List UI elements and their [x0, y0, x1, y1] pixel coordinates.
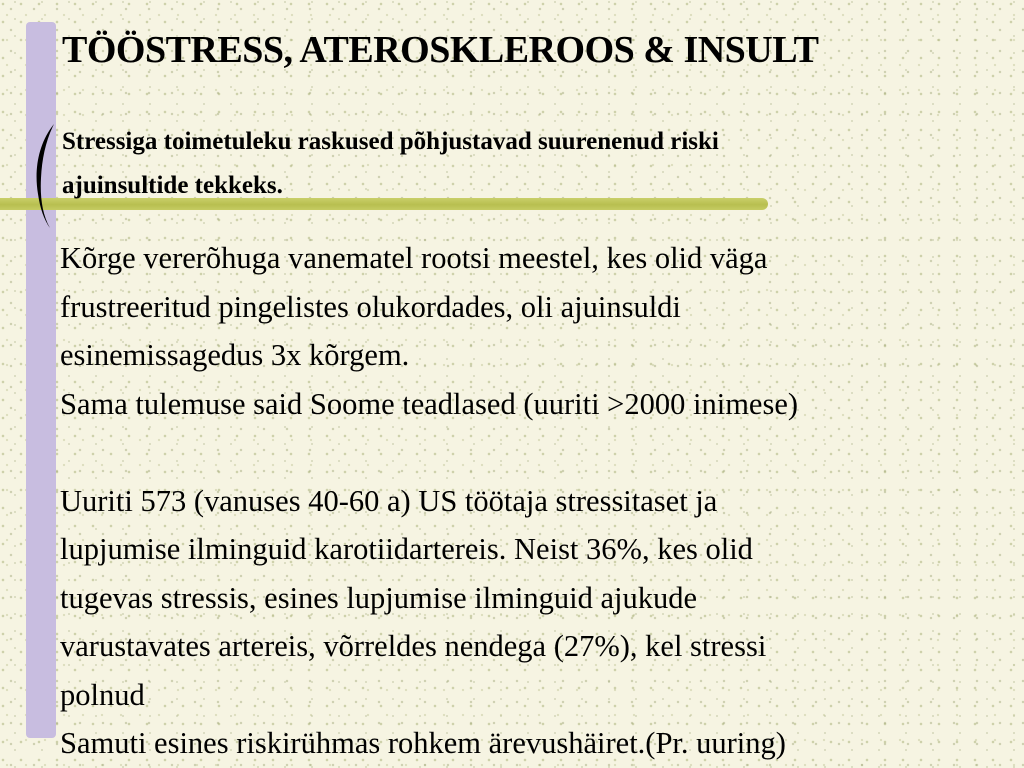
paragraph-spacer [60, 428, 1022, 477]
bracket-icon [28, 122, 62, 230]
body-line: varustavates artereis, võrreldes nendega (27%), kel stressi [60, 629, 767, 663]
slide-title: TÖÖSTRESS, ATEROSKLEROOS & INSULT [62, 29, 819, 71]
slide-subtitle [62, 120, 982, 208]
slide-body [60, 234, 1022, 768]
body-line: lupjumise ilminguid karotiidartereis. Neist 36%, kes olid [60, 532, 753, 566]
body-line: Uuriti 573 (vanuses 40-60 a) US töötaja stressitaset ja [60, 483, 718, 518]
body-line: Kõrge vererõhuga vanematel rootsi meestel, kes olid väga [60, 241, 768, 275]
body-line: Samuti esines riskirühmas rohkem ärevushäiret.(Pr. uuring) [60, 726, 786, 760]
body-line: frustreeritud pingelistes olukordades, oli ajuinsuldi [60, 289, 681, 324]
body-line: tugevas stressis, esines lupjumise ilminguid ajukude [60, 580, 698, 615]
body-line: polnud [60, 677, 145, 712]
subtitle-line: ajuinsultide tekkeks. [62, 172, 283, 199]
body-line: Sama tulemuse said Soome teadlased (uuriti >2000 inimese) [60, 386, 799, 421]
body-line: esinemissagedus 3x kõrgem. [60, 338, 410, 372]
subtitle-line: Stressiga toimetuleku raskused põhjustavad suurenenud riski [62, 128, 719, 155]
